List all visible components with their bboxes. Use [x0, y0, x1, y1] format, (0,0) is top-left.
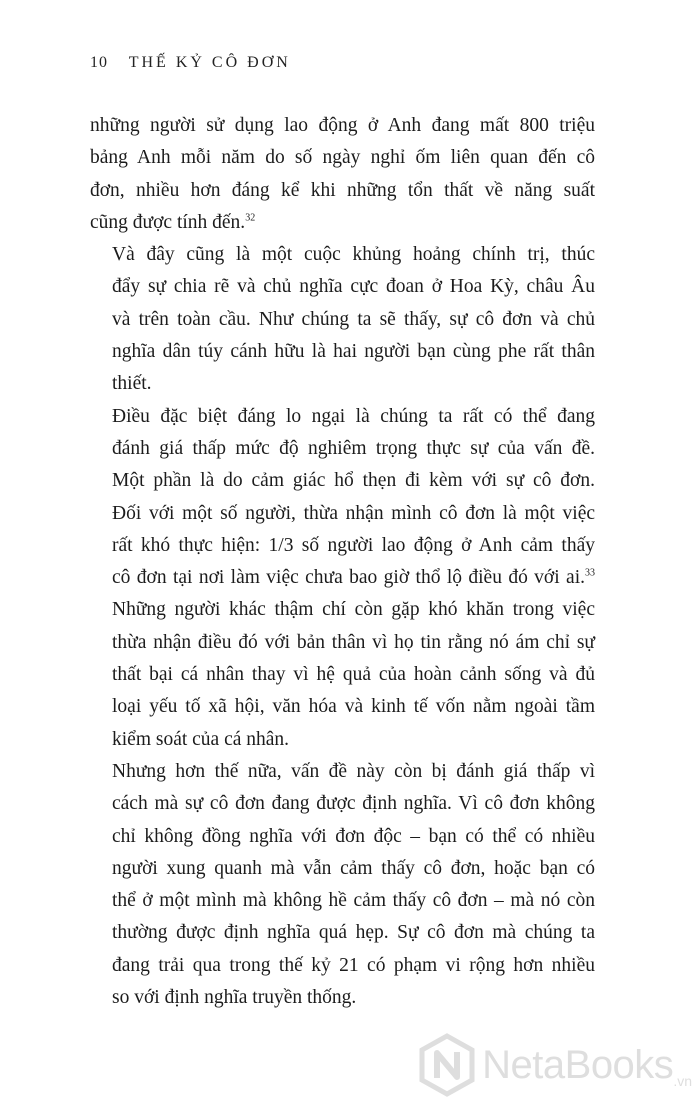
- paragraph: [90, 756, 595, 1014]
- text-line: người xung quanh mà vẫn cảm thấy cô đơn, hoặc bạn có: [112, 857, 595, 879]
- body-text: [90, 110, 595, 1014]
- text-line: đang trải qua trong thế kỷ 21 có phạm vi rộng hơn nhiều: [112, 954, 595, 976]
- text-line: Điều đặc biệt đáng lo ngại là chúng ta rất có thể đang: [112, 405, 595, 427]
- footnote-ref: 32: [245, 212, 256, 224]
- text-line: kiểm soát của cá nhân.: [112, 728, 290, 750]
- book-title: THẾ KỶ CÔ ĐƠN: [128, 54, 291, 71]
- text-line: so với định nghĩa truyền thống.: [112, 987, 357, 1009]
- watermark-brand: NetaBooks: [482, 1042, 674, 1087]
- text-line: Những người khác thậm chí còn gặp khó khăn trong việc: [112, 599, 595, 621]
- text-line-content: cũng được tính đến.: [90, 211, 246, 233]
- text-line-content: cô đơn tại nơi làm việc chưa bao giờ thổ lộ điều đó với ai.: [112, 567, 585, 589]
- text-line: Nhưng hơn thế nữa, vấn đề này còn bị đánh giá thấp vì: [112, 760, 595, 782]
- text-line: [90, 207, 595, 239]
- text-line: [90, 562, 595, 594]
- text-line: và trên toàn cầu. Như chúng ta sẽ thấy, sự cô đơn và chủ: [112, 308, 595, 330]
- text-line: cách mà sự cô đơn đang được định nghĩa. Vì cô đơn không: [112, 793, 595, 815]
- text-line: thiết.: [112, 373, 152, 395]
- text-line: bảng Anh mỗi năm do số ngày nghỉ ốm liên quan đến cô: [90, 147, 595, 169]
- text-line: thất bại cá nhân thay vì hệ quả của hoàn cảnh sống và đủ: [112, 664, 595, 686]
- netabooks-watermark: [418, 1033, 692, 1097]
- page-number: 10: [90, 54, 108, 71]
- text-line: Đối với một số người, thừa nhận mình cô đơn là một việc: [112, 502, 595, 524]
- text-line: những người sử dụng lao động ở Anh đang mất 800 triệu: [90, 115, 595, 136]
- text-line: chỉ không đồng nghĩa với đơn độc – bạn có thể có nhiều: [112, 825, 595, 847]
- text-line: Một phần là do cảm giác hổ thẹn đi kèm với sự cô đơn.: [112, 470, 595, 492]
- text-line: thường được định nghĩa quá hẹp. Sự cô đơn mà chúng ta: [112, 922, 595, 944]
- text-line: thừa nhận điều đó với bản thân vì họ tin rằng nó ám chỉ sự: [112, 631, 595, 653]
- watermark-suffix: .vn: [673, 1073, 692, 1089]
- text-line: đơn, nhiều hơn đáng kể khi những tổn thất về năng suất: [90, 179, 595, 201]
- paragraph: [90, 401, 595, 756]
- text-line: nghĩa dân túy cánh hữu là hai người bạn cùng phe rất thân: [112, 341, 595, 363]
- text-line: Và đây cũng là một cuộc khủng hoảng chính trị, thúc: [112, 244, 595, 266]
- text-line: đẩy sự chia rẽ và chủ nghĩa cực đoan ở Hoa Kỳ, châu Âu: [112, 276, 595, 298]
- paragraph: [90, 110, 595, 239]
- text-line: rất khó thực hiện: 1/3 số người lao động ở Anh cảm thấy: [112, 534, 595, 556]
- paragraph: [90, 239, 595, 400]
- text-line: thể ở một mình mà không hề cảm thấy cô đơn – mà nó còn: [112, 890, 595, 912]
- running-header: [90, 54, 291, 72]
- footnote-ref: 33: [585, 567, 595, 579]
- text-line: loại yếu tố xã hội, văn hóa và kinh tế vốn nằm ngoài tầm: [112, 696, 595, 718]
- text-line: đánh giá thấp mức độ nghiêm trọng thực sự của vấn đề.: [112, 437, 595, 459]
- hexagon-n-logo-icon: [418, 1033, 476, 1097]
